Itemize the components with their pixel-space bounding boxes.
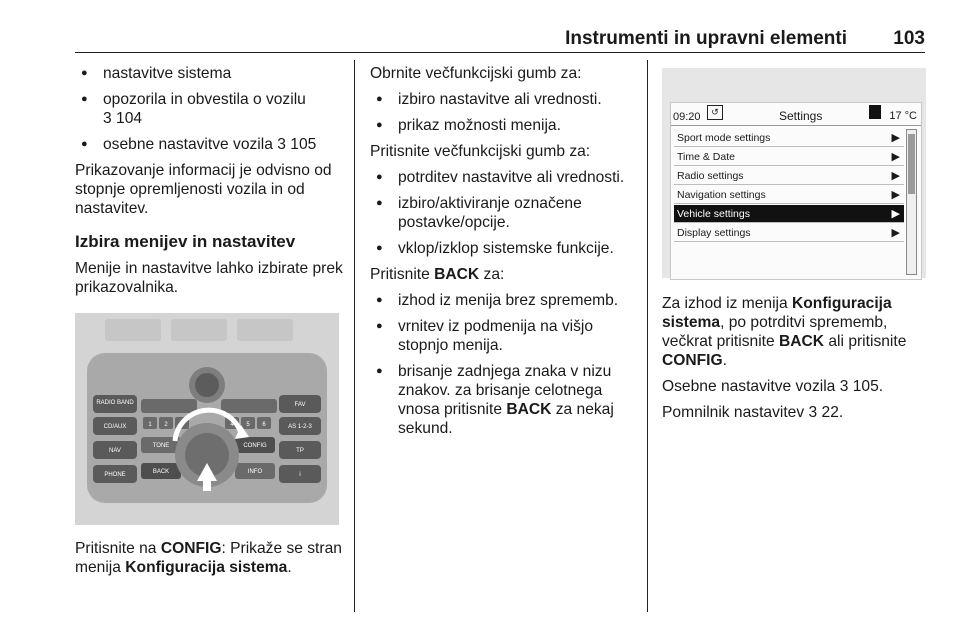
screen-scrollbar — [906, 129, 917, 275]
as-button: AS 1-2-3 — [288, 424, 312, 430]
bullet-item: ● osebne nastavitve vozila 3 105 — [75, 135, 343, 154]
paragraph: Prikazovanje informacij je odvisno od stopnje opremljenosti vozila in od nastavitev. — [75, 162, 332, 217]
chapter-title: Instrumenti in upravni elementi — [565, 28, 847, 49]
page-ref-link[interactable]: 105. — [852, 378, 884, 395]
bullet-item: ● prikaz možnosti menija. — [370, 116, 640, 135]
page-ref-arrow-icon: 3 — [103, 110, 112, 127]
tp-button: TP — [296, 448, 304, 454]
page-ref-link[interactable]: 105 — [290, 136, 317, 153]
screen-time: 09:20 — [673, 111, 701, 123]
tone-button: TONE — [152, 443, 170, 449]
menu-item: Time & Date ▶ — [674, 148, 904, 166]
page-ref-link[interactable]: 22. — [821, 404, 844, 421]
preset-3: 3 — [180, 422, 184, 428]
column-divider-2 — [647, 60, 648, 612]
bullet-item: ● opozorila in obvestila o vozilu 3 104 — [75, 90, 343, 128]
back-button: BACK — [152, 469, 170, 475]
page-ref-link[interactable]: 104 — [116, 110, 143, 127]
bullet-item: ● vrnitev iz podmenija na višjo stopnjo menija. — [370, 317, 640, 355]
page-number: 103 — [893, 28, 925, 49]
config-button: CONFIG — [243, 443, 267, 449]
cd-aux-button: CD/AUX — [103, 424, 127, 430]
preset-2: 2 — [164, 422, 168, 428]
bullet-item: ● izbiro nastavitve ali vrednosti. — [370, 90, 640, 109]
menu-item: Display settings ▶ — [674, 224, 904, 242]
menu-item: Radio settings ▶ — [674, 167, 904, 185]
thermometer-icon — [869, 105, 881, 119]
menu-name: Konfiguracija sistema — [125, 559, 288, 576]
paragraph: Za izhod iz menija Konfiguracija sistema, po potrditvi sprememb, večkrat pritisnite BACK ali pritisnite CONFIG. — [662, 295, 907, 369]
preset-6: 6 — [262, 422, 266, 428]
button-name: BACK — [434, 266, 480, 283]
preset-4: 4 — [230, 422, 234, 428]
chevron-right-icon: ▶ — [891, 170, 900, 182]
column-1 — [75, 64, 343, 584]
paragraph: Menije in nastavitve lahko izbirate prek prikazovalnika. — [75, 260, 343, 296]
info-button: INFO — [247, 469, 263, 475]
section-heading: Izbira menijev in nastavitev — [75, 232, 296, 251]
menu-item: Navigation settings ▶ — [674, 186, 904, 204]
phone-button: PHONE — [104, 472, 126, 478]
radio-band-button: RADIO BAND — [96, 400, 134, 406]
paragraph: Pritisnite večfunkcijski gumb za: — [370, 143, 591, 160]
chevron-right-icon: ▶ — [891, 151, 900, 163]
screen-status-bar — [671, 103, 921, 126]
control-panel-image — [75, 313, 339, 525]
page-ref-arrow-icon: 3 — [808, 404, 818, 421]
chevron-right-icon: ▶ — [891, 208, 900, 220]
menu-name: Konfiguracija sistema — [662, 295, 892, 331]
scrollbar-thumb — [908, 134, 915, 194]
column-divider-1 — [354, 60, 355, 612]
page-header — [75, 22, 925, 52]
info-i-button: i — [299, 472, 301, 478]
bullet-item: ● brisanje zadnjega znaka v nizu znakov. za brisanje celotnega vnosa pritisnite BACK za nekaj sekund. — [370, 362, 640, 438]
bullet-item: ● potrditev nastavitve ali vrednosti. — [370, 168, 640, 187]
button-name: BACK — [506, 401, 552, 418]
settings-screen — [670, 102, 922, 280]
menu-item: Sport mode settings ▶ — [674, 129, 904, 147]
paragraph: Osebne nastavitve vozila 3 105. — [662, 378, 884, 395]
chevron-right-icon: ▶ — [891, 132, 900, 144]
chevron-right-icon: ▶ — [891, 189, 900, 201]
column-3 — [662, 64, 926, 429]
bullet-item: ● izhod iz menija brez sprememb. — [370, 291, 640, 310]
preset-5: 5 — [246, 422, 250, 428]
paragraph: Obrnite večfunkcijski gumb za: — [370, 65, 582, 82]
page-ref-arrow-icon: 3 — [839, 378, 849, 395]
button-name: CONFIG — [662, 352, 723, 369]
bullet-item: ● nastavitve sistema — [75, 64, 343, 83]
back-arrow-icon: ↺ — [707, 105, 723, 120]
paragraph: Pritisnite BACK za: — [370, 266, 505, 283]
page-ref-arrow-icon: 3 — [277, 136, 286, 153]
preset-1: 1 — [148, 422, 152, 428]
settings-screen-image — [662, 68, 926, 278]
chevron-right-icon: ▶ — [891, 227, 900, 239]
control-panel-illustration — [75, 313, 339, 525]
header-rule — [75, 52, 925, 53]
paragraph: Pomnilnik nastavitev 3 22. — [662, 404, 844, 421]
bullet-item: ● izbiro/aktiviranje označene postavke/opcije. — [370, 194, 640, 232]
screen-title: Settings — [779, 109, 823, 123]
menu-item-selected: Vehicle settings ▶ — [674, 205, 904, 223]
bullet-item: ● vklop/izklop sistemske funkcije. — [370, 239, 640, 258]
button-name: BACK — [779, 333, 825, 350]
fav-button: FAV — [294, 402, 306, 408]
column-2 — [370, 64, 640, 445]
nav-button: NAV — [109, 448, 121, 454]
paragraph: Pritisnite na CONFIG: Prikaže se stran menija Konfiguracija sistema. — [75, 540, 342, 576]
screen-temperature: 17 °C — [889, 110, 917, 122]
button-name: CONFIG — [160, 540, 222, 557]
